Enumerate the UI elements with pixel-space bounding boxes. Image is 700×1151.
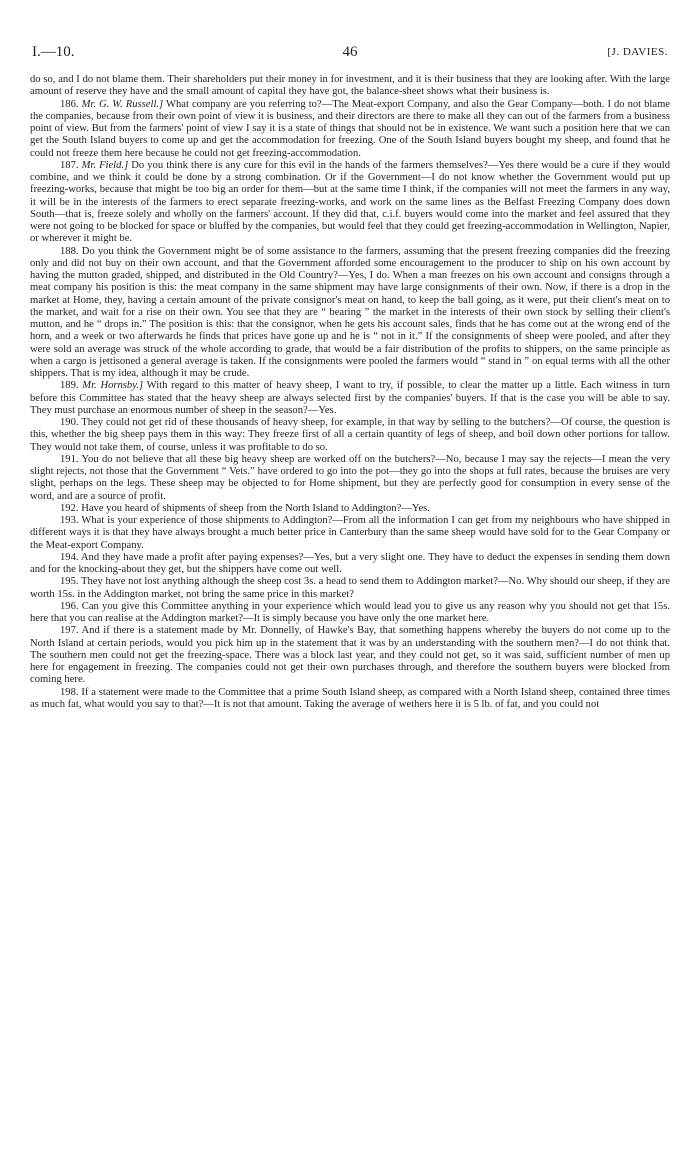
- paper-reference: I.—10.: [32, 44, 75, 60]
- question-number: 194.: [60, 551, 81, 563]
- paragraph: [30, 515, 670, 552]
- paragraph-text: They could not get rid of these thousands of heavy sheep, for example, in that way by selling to the butchers?—Of course, the question is this, whether the big sheep pays them in this way: They freeze first of all a certain quantity of legs of sheep, and boil down other portions for tallow. They would not take them, of course, unless it was profitable to do so.: [30, 417, 671, 453]
- paragraph: [30, 74, 670, 99]
- paragraph-text: You do not believe that all these big heavy sheep are worked off on the butchers?—No, because I may say the rejects—I mean the very slight rejects, not those that the Government “ Vets.” have ordered to go into the pot—they go into the shops at full rates, because the bruises are very slight, perhaps on the legs. These sheep may be objected to for Home shipment, but they are perfectly good for consumption in every sense of the word, and are a source of profit.: [30, 453, 671, 502]
- page-number: 46: [342, 44, 358, 60]
- paragraph: [30, 576, 670, 601]
- paragraph-text: Have you heard of shipments of sheep from the North Island to Addington?—Yes.: [81, 502, 430, 514]
- paragraph-text: And they have made a profit after paying expenses?—Yes, but a very slight one. They have to deduct the expenses in sending them down and for the knocking-about they get, but the shippers have come out well.: [30, 551, 670, 575]
- question-number: 191.: [60, 453, 82, 465]
- paragraph-text: Do you think the Government might be of some assistance to the farmers, assuming that the present freezing companies did the freezing only and did not buy on their own account, and that the Government afforded some encouragement to the producer to ship on his own account by having the mutton graded, shipped, and distributed in the Old Country?—Yes, I do. When a man freezes on his own account and consigns through a meat company his position is this: the meat company in the same shipment may have large consignments of their own. Now, if there is a drop in the market at Home, they, having a certain amount of the private consignor's meat on hand, to keep the ball going, as it were, put their client's meat on to the market, and wait for a rise on their own. You see that they are “ bearing ” the market in the interests of their own stock by selling their client's mutton, and he “ drops in.” The position is this: that the consignor, when he gets his account sales, finds that he has come out at the wrong end of the horn, and a week or two afterwards he finds that prices have gone up and he is “ not in it.” If the consignments of sheep were pooled, and after they were sold an average was struck of the whole according to grade, that would be a fair distribution of the profits to shippers, on the same principle as when a cargo is jettisoned a general average is taken. If the consignments were pooled the farmers would “ stand in ” on equal terms with all the other shippers. That is my idea, although it may be crude.: [30, 245, 670, 379]
- paragraph: [30, 625, 670, 686]
- paragraph: [30, 99, 670, 160]
- paragraph: [30, 552, 670, 577]
- paragraph-text: And if there is a statement made by Mr. Donnelly, of Hawke's Bay, that something happens whereby the buyers do not come up to the North Island at certain periods, would you pick him up in the statement that it was by an understanding with the southern men?—I do not think that. The southern men could not get the freezing-space. There was a block last year, and they could not get, so it was said, sufficient number of men up here for engagement in freezing. The companies could not get their own purchases through, and therefore the southern buyers were blocked from coming here.: [30, 625, 671, 686]
- speaker-name: Mr. Field.]: [81, 159, 129, 171]
- document-body: [30, 74, 670, 711]
- paragraph-text: Can you give this Committee anything in your experience which would lead you to give us any reason why you should not get that 15s. here that you can realise at the Addington market?—It is simply because you have only the one market here.: [30, 600, 670, 624]
- paragraph-text: With regard to this matter of heavy sheep, I want to try, if possible, to clear the matter up a little. Each witness in turn before this Committee has stated that the heavy sheep are always selected first by the companies' buyers. If that is the case you will be able to say. They must purchase an enormous number of sheep in the season?—Yes.: [30, 380, 671, 416]
- paragraph-text: What is your experience of those shipments to Addington?—From all the information I can get from my neighbours who have shipped in different ways it is that they have always brought a much better price in Canterbury than the same sheep would have sold for to the Gear Company or the Meat-export Company.: [30, 515, 671, 551]
- question-number: 190.: [60, 417, 82, 428]
- question-number: 195.: [60, 576, 82, 588]
- question-number: 186.: [60, 98, 82, 110]
- paragraph: [30, 503, 670, 515]
- speaker-name: Mr. Hornsby.]: [82, 380, 144, 392]
- paragraph: [30, 380, 670, 417]
- question-number: 197.: [60, 625, 82, 637]
- paragraph-text: If a statement were made to the Committee that a prime South Island sheep, as compared with a North Island sheep, contained three times as much fat, what would you say to that?—It is not that amount. Taking the average of wethers here it is 5 lb. of fat, and you could not: [30, 686, 670, 710]
- paragraph-text: Do you think there is any cure for this evil in the hands of the farmers themselves?—Yes there would be a cure if they would combine, and we think it could be done by a strong combination. Or if the Government—I do not know whether the Government would put up freezing-works, because that might be too big an order for them—but at the same time I think, if the companies will not meet the farmers in any way, it will be in the interests of the farmers to erect separate freezing-works, and work on the same lines as the Belfast Freezing Company does down South—that is, freeze solely and wholly on the farmers' account. If they did that, c.i.f. buyers would come into the market and feel assured that they were not going to be blocked for space or bluffed by the companies, but would feel that they could get freezing-accommodation in Wellington, Napier, or wherever it might be.: [30, 159, 670, 245]
- question-number: 193.: [60, 515, 82, 526]
- question-number: 192.: [60, 502, 82, 514]
- question-number: 196.: [60, 600, 82, 612]
- question-number: 187.: [60, 159, 82, 171]
- paragraph: [30, 687, 670, 712]
- page-header: [30, 44, 670, 68]
- question-number: 198.: [60, 686, 82, 698]
- paragraph-text: They have not lost anything although the sheep cost 3s. a head to send them to Addington market?—No. Why should our sheep, if they are worth 15s. in the Addington market, not bring the same price in this market?: [30, 576, 670, 600]
- paragraph: [30, 417, 670, 454]
- paragraph: [30, 601, 670, 626]
- witness-name: [J. DAVIES.: [607, 46, 668, 58]
- question-number: 189.: [60, 380, 83, 392]
- paragraph-text: What company are you referring to?—The Meat-export Company, and also the Gear Company—both. I do not blame the companies, because from their own point of view it is business, and their directors are there to make all they can out of the farmers from a business point of view. But from the farmers' point of view I say it is a state of things that should not be in existence. We want such a position here that we can get the South Island buyers to come up and get the accommodation for freezing. One of the South Island buyers bought my sheep, and found that he could not freeze them here because he could not get freezing-accommodation.: [30, 98, 671, 159]
- paragraph: [30, 160, 670, 246]
- paragraph-text: do so, and I do not blame them. Their shareholders put their money in for investment, and it is their business that they are looking after. With the large amount of reserve they have and the small amount of capital they have got, the balance-sheet shows what their business is.: [30, 74, 670, 98]
- speaker-name: Mr. G. W. Russell.]: [81, 98, 164, 110]
- question-number: 188.: [60, 245, 82, 257]
- paragraph: [30, 454, 670, 503]
- paragraph: [30, 246, 670, 381]
